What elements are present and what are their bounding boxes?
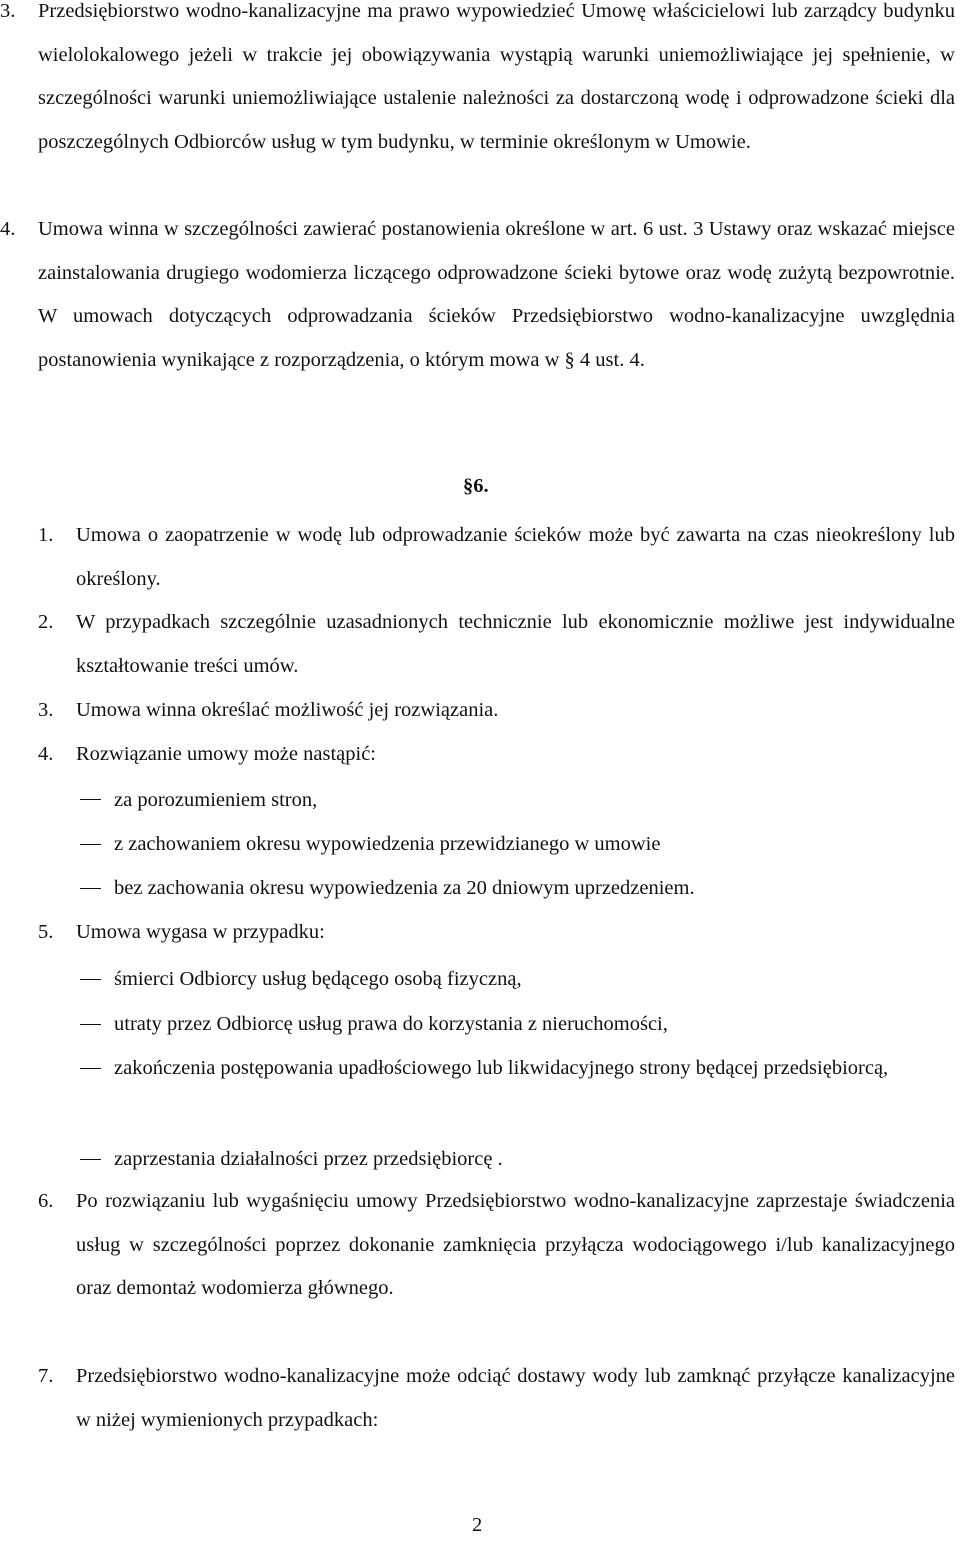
bullet-text: śmierci Odbiorcy usług będącego osobą fizyczną,	[114, 968, 522, 990]
list-item	[0, 601, 955, 691]
item-number: 2.	[38, 611, 54, 633]
item-text: Umowa o zaopatrzenie w wodę lub odprowadzanie ścieków może być zawarta na czas nieokreślony lub określony.	[76, 524, 955, 590]
bullet-text: bez zachowania okresu wypowiedzenia za 20 dniowym uprzedzeniem.	[114, 877, 695, 899]
list-item	[0, 1355, 955, 1445]
paragraph-text: Przedsiębiorstwo wodno-kanalizacyjne ma prawo wypowiedzieć Umowę właścicielowi lub zarządcy budynku wielolokalowego jeżeli w trakcie jej obowiązywania wystąpią warunki uniemożliwiające jej spełnienie, w szczególności warunki uniemożliwiające ustalenie należności za dostarczoną wodę i odprowadzone ścieki dla poszczególnych Odbiorców usług w tym budynku, w terminie określonym w Umowie.	[38, 0, 955, 153]
dash-bullet	[80, 844, 101, 845]
dash-bullet	[80, 1068, 101, 1069]
item-number: 4.	[38, 743, 54, 765]
dash-bullet	[80, 1159, 101, 1160]
item-text: Przedsiębiorstwo wodno-kanalizacyjne może odciąć dostawy wody lub zamknąć przyłącze kanalizacyjne w niżej wymienionych przypadkach:	[76, 1365, 955, 1431]
list-item	[0, 1180, 955, 1360]
bullet-text: zakończenia postępowania upadłościowego lub likwidacyjnego strony będącej przedsiębiorcą,	[114, 1057, 889, 1079]
paragraph-number: 4.	[0, 218, 16, 240]
item-text: Umowa wygasa w przypadku:	[76, 921, 325, 943]
bullet-text: z zachowaniem okresu wypowiedzenia przewidzianego w umowie	[114, 833, 661, 855]
item-number: 5.	[38, 921, 54, 943]
section-heading: §6.	[463, 475, 489, 497]
list-item	[0, 689, 955, 734]
bullet-text: za porozumieniem stron,	[114, 789, 318, 811]
paragraph-3	[0, 0, 955, 210]
dash-bullet	[80, 888, 101, 889]
list-item	[0, 911, 955, 956]
item-number: 7.	[38, 1365, 54, 1387]
list-item	[0, 514, 955, 604]
dash-bullet	[80, 799, 101, 800]
dash-bullet	[80, 1024, 101, 1025]
item-number: 6.	[38, 1190, 54, 1212]
item-text: Rozwiązanie umowy może nastąpić:	[76, 743, 376, 765]
page-number: 2	[472, 1514, 483, 1536]
paragraph-number: 3.	[0, 0, 16, 22]
dash-bullet	[80, 979, 101, 980]
list-item	[0, 733, 955, 778]
item-text: Umowa winna określać możliwość jej rozwiązania.	[76, 699, 499, 721]
bullet-text: zaprzestania działalności przez przedsiębiorcę .	[114, 1148, 503, 1170]
paragraph-text: Umowa winna w szczególności zawierać postanowienia określone w art. 6 ust. 3 Ustawy oraz wskazać miejsce zainstalowania drugiego wodomierza liczącego odprowadzone ścieki bytowe oraz wodę zużytą bezpowrotnie. W umowach dotyczących odprowadzania ścieków Przedsiębiorstwo wodno-kanalizacyjne uwzględnia postanowienia wynikające z rozporządzenia, o którym mowa w § 4 ust. 4.	[38, 218, 955, 371]
item-number: 1.	[38, 524, 54, 546]
paragraph-4	[0, 208, 955, 428]
item-text: W przypadkach szczególnie uzasadnionych technicznie lub ekonomicznie możliwe jest indywidualne kształtowanie treści umów.	[76, 611, 955, 677]
item-text: Po rozwiązaniu lub wygaśnięciu umowy Przedsiębiorstwo wodno-kanalizacyjne zaprzestaje świadczenia usług w szczególności poprzez dokonanie zamknięcia przyłącza wodociągowego i/lub kanalizacyjnego oraz demontaż wodomierza głównego.	[76, 1190, 955, 1299]
bullet-text: utraty przez Odbiorcę usług prawa do korzystania z nieruchomości,	[114, 1013, 668, 1035]
item-number: 3.	[38, 699, 54, 721]
